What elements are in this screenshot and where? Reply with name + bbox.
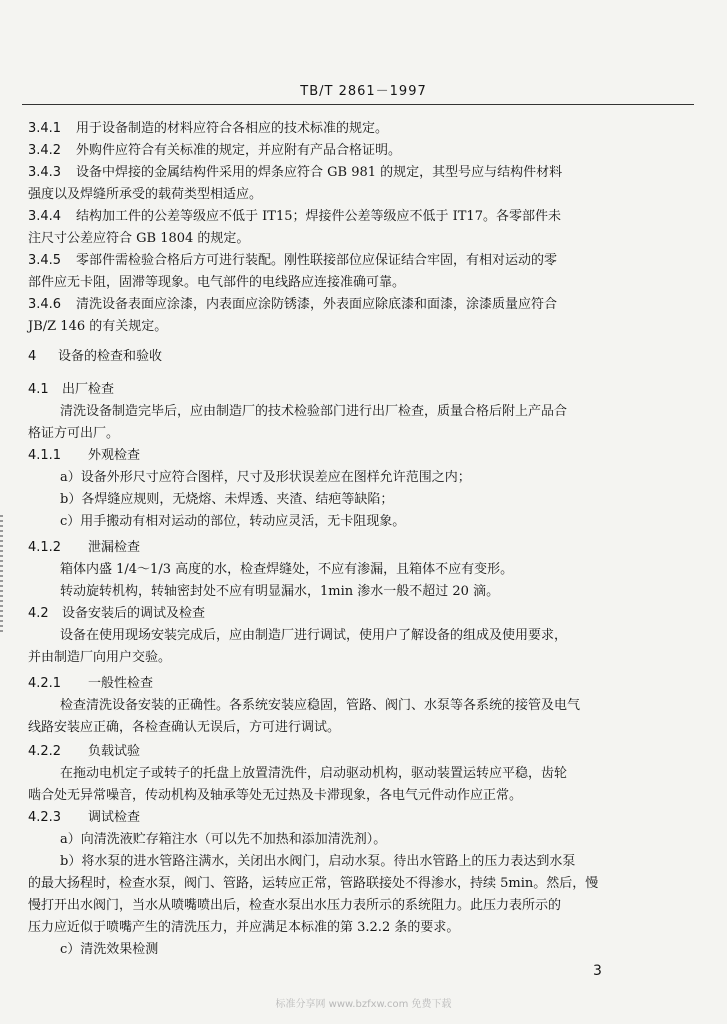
- list-item-c: c）用手搬动有相对运动的部位，转动应灵活，无卡阻现象。: [60, 514, 406, 529]
- list-item-b: b）各焊缝应规则，无烧熔、未焊透、夹渣、结疤等缺陷；: [60, 492, 394, 507]
- clause-4-2: 4.2 设备安装后的调试及检查: [28, 606, 206, 621]
- scan-binding-mark: [0, 515, 3, 635]
- clause-3-4-3-cont: 强度以及焊缝所承受的载荷类型相适应。: [28, 187, 263, 202]
- clause-3-4-5: 3.4.5 零部件需检验合格后方可进行装配。刚性联接部位应保证结合牢固，有相对运动的零: [28, 253, 558, 268]
- clause-4-2-1-body-cont: 线路安装应正确，各检查确认无误后，方可进行调试。: [28, 720, 341, 735]
- clause-4-1: 4.1 出厂检查: [28, 382, 115, 397]
- header-divider: [22, 104, 694, 105]
- clause-4-1-2-body-1: 箱体内盛 1/4～1/3 高度的水，检查焊缝处，不应有渗漏，且箱体不应有变形。: [60, 562, 514, 577]
- watermark: 标准分享网 www.bzfxw.com 免费下载: [275, 999, 452, 1010]
- step-b-cont-1: 的最大扬程时，检查水泵，阀门、管路，运转应正常，管路联接处不得渗水，持续 5min。然后，慢: [28, 876, 599, 891]
- clause-4-1-2-body-2: 转动旋转机构，转轴密封处不应有明显漏水，1min 渗水一般不超过 20 滴。: [60, 584, 500, 599]
- clause-3-4-2: 3.4.2 外购件应符合有关标准的规定，并应附有产品合格证明。: [28, 143, 402, 158]
- step-b: b）将水泵的进水管路注满水，关闭出水阀门，启动水泵。待出水管路上的压力表达到水泵: [60, 854, 576, 869]
- clause-3-4-6: 3.4.6 清洗设备表面应涂漆，内表面应涂防锈漆，外表面应除底漆和面漆，涂漆质量应符合: [28, 297, 558, 312]
- clause-4-2-2-body: 在拖动电机定子或转子的托盘上放置清洗件，启动驱动机构，驱动装置运转应平稳，齿轮: [60, 766, 568, 781]
- clause-3-4-3: 3.4.3 设备中焊接的金属结构件采用的焊条应符合 GB 981 的规定，其型号应与结构件材料: [28, 165, 563, 180]
- clause-4-2-body: 设备在使用现场安装完成后，应由制造厂进行调试，使用户了解设备的组成及使用要求，: [60, 628, 568, 643]
- standard-code-header: TB/T 2861－1997: [300, 84, 427, 99]
- clause-3-4-5-cont: 部件应无卡阻，固滞等现象。电气部件的电线路应连接准确可靠。: [28, 275, 406, 290]
- clause-4-2-3: 4.2.3 调试检查: [28, 810, 141, 825]
- clause-4-2-body-cont: 并由制造厂向用户交验。: [28, 650, 172, 665]
- step-a: a）向清洗液贮存箱注水（可以先不加热和添加清洗剂）。: [60, 832, 387, 847]
- clause-3-4-4: 3.4.4 结构加工件的公差等级应不低于 IT15；焊接件公差等级应不低于 IT17。各零部件未: [28, 209, 561, 224]
- step-c: c）清洗效果检测: [60, 942, 159, 957]
- clause-4-2-1: 4.2.1 一般性检查: [28, 676, 154, 691]
- section-4-heading: 4 设备的检查和验收: [28, 349, 163, 364]
- clause-3-4-1: 3.4.1 用于设备制造的材料应符合各相应的技术标准的规定。: [28, 121, 389, 136]
- page-number: 3: [593, 963, 602, 979]
- clause-4-2-1-body: 检查清洗设备安装的正确性。各系统安装应稳固，管路、阀门、水泵等各系统的接管及电气: [60, 698, 581, 713]
- clause-4-2-2-body-cont: 啮合处无异常噪音，传动机构及轴承等处无过热及卡滞现象，各电气元件动作应正常。: [28, 788, 523, 803]
- clause-3-4-4-cont: 注尺寸公差应符合 GB 1804 的规定。: [28, 231, 250, 246]
- clause-3-4-6-cont: JB/Z 146 的有关规定。: [28, 319, 168, 334]
- clause-4-1-1: 4.1.1 外观检查: [28, 448, 141, 463]
- clause-4-1-2: 4.1.2 泄漏检查: [28, 540, 141, 555]
- clause-4-1-body-cont: 格证方可出厂。: [28, 426, 120, 441]
- clause-4-1-body: 清洗设备制造完毕后，应由制造厂的技术检验部门进行出厂检查，质量合格后附上产品合: [60, 404, 568, 419]
- step-b-cont-2: 慢打开出水阀门，当水从喷嘴喷出后，检查水泵出水压力表所示的系统阻力。此压力表所示的: [28, 898, 562, 913]
- step-b-cont-3: 压力应近似于喷嘴产生的清洗压力，并应满足本标准的第 3.2.2 条的要求。: [28, 920, 460, 935]
- clause-4-2-2: 4.2.2 负载试验: [28, 744, 141, 759]
- list-item-a: a）设备外形尺寸应符合图样，尺寸及形状误差应在图样允许范围之内；: [60, 470, 471, 485]
